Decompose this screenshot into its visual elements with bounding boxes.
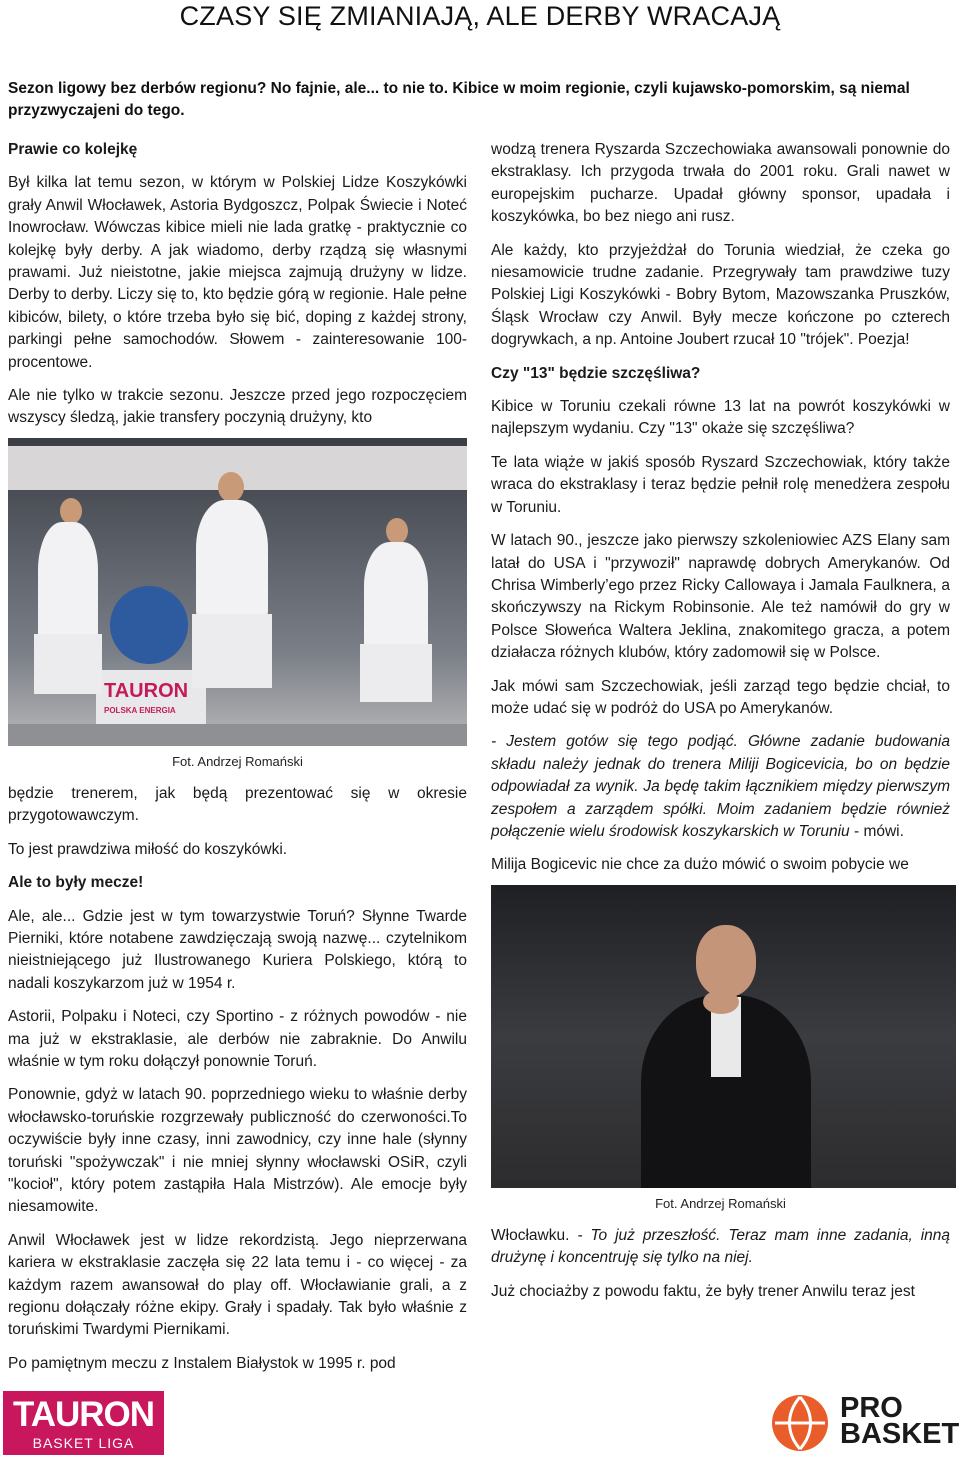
paragraph: Jak mówi sam Szczechowiak, jeśli zarząd tego będzie chciał, to może udać się w podróż do USA po Amerykanów.	[491, 677, 950, 717]
right-column	[491, 139, 950, 1314]
player-jersey	[38, 522, 98, 642]
tauron-basket-liga-logo	[3, 1391, 164, 1455]
paragraph: Był kilka lat temu sezon, w którym w Polskiej Lidze Koszykówki grały Anwil Włocławek, Astoria Bydgoszcz, Polpak Świecie i Noteć Inowrocław. Wówczas kibice mieli nie lada gratkę - praktycznie co kolejkę były derby. A jak wiadomo, derby rządzą się własnymi prawami. Już nieistotne, jakie miejsca zajmują drużyny w lidze. Derby to derby. Liczy się to, kto będzie górą w regionie. Hale pełne kibiców, bilety, o które trzeba było się bić, doping z każdej strony, parkingi pełne samochodów. Słowem - zainteresowanie 100-procentowe.	[8, 174, 467, 371]
coach-hand	[703, 990, 739, 1014]
left-column	[8, 139, 467, 1386]
quote-paragraph	[491, 731, 950, 843]
player-jersey	[364, 542, 428, 652]
paragraph: Po pamiętnym meczu z Instalem Białystok w 1995 r. pod	[8, 1354, 396, 1372]
pro-basket-logo	[768, 1392, 960, 1453]
paragraph: W latach 90., jeszcze jako pierwszy szkoleniowiec AZS Elany sam latał do USA i "przywoził" naprawdę dobrych Amerykanów. Od Chrisa Wimberly’ego przez Ricky Callowaya i Jamala Faulknera, a skończywszy na Rickym Robinsonie. Ale też namówił do gry w Polsce Słoweńca Waltera Jeklina, znakomitego gracza, a potem działacza różnych klubów, który zadomowił się w Polsce.	[491, 532, 950, 662]
photo-caption: Fot. Andrzej Romański	[655, 1195, 786, 1211]
coach-photo	[491, 885, 956, 1188]
tauron-ad-subtext: POLSKA ENERGIA	[104, 705, 176, 715]
paragraph: Astorii, Polpaku i Noteci, czy Sportino - z różnych powodów - nie ma już w ekstraklasie, ale derbów nie zabraknie. Do Anwilu właśnie w tym roku dołączył ponownie Toruń.	[8, 1008, 467, 1070]
quote-text: - To już przeszłość. Teraz mam inne zadania, inną drużynę i koncentruję się tylko na niej.	[491, 1226, 951, 1267]
paragraph: Te lata wiąże w jakiś sposób Ryszard Szczechowiak, który także wraca do ekstraklasy i teraz będzie pełnił rolę menedżera zespołu w Toruniu.	[491, 453, 950, 516]
quote-paragraph	[491, 1225, 950, 1270]
logo-line-basket: BASKET	[840, 1418, 960, 1450]
heading-ale-to-byly-mecze: Ale to były mecze!	[8, 874, 144, 892]
paragraph: Już chociażby z powodu faktu, że były trener Anwilu teraz jest	[491, 1282, 915, 1300]
quote-attribution: - mówi.	[849, 822, 904, 840]
lead-paragraph: Sezon ligowy bez derbów regionu? No fajnie, ale... to nie to. Kibice w moim regionie, czyli kujawsko-pomorskim, są niemal przyzwyczajeni do tego.	[8, 80, 910, 119]
player-shorts	[192, 614, 272, 688]
heading-czy-13-bedzie-szczesliwa: Czy "13" będzie szczęśliwa?	[491, 364, 701, 382]
paragraph: Ale każdy, kto przyjeżdżał do Torunia wiedział, że czeka go niesamowicie trudne zadanie. Przegrywały tam prawdziwe tuzy Polskiej Ligi Koszykówki - Bobry Bytom, Mazowszanka Pruszków, Śląsk Wrocław czy Anwil. Były mecze kończone po czterech dogrywkach, a np. Antoine Joubert rzucał 10 "trójek". Poezja!	[491, 241, 950, 349]
player-head	[218, 472, 244, 502]
paragraph: Kibice w Toruniu czekali równe 13 lat na powrót koszykówki w najlepszym wydaniu. Czy "13" okaże się szczęśliwa?	[491, 398, 950, 438]
quote-lead: Włocławku.	[491, 1226, 578, 1244]
court-floor	[8, 724, 467, 746]
player-head	[386, 518, 408, 544]
logo-line-pro: PRO	[840, 1392, 903, 1424]
page-title: CZASY SIĘ ZMIANIAJĄ, ALE DERBY WRACAJĄ	[179, 1, 781, 31]
tauron-ad-text: TAURON	[104, 679, 189, 702]
logo-text: TAURON	[12, 1395, 155, 1434]
logo-text	[840, 1392, 960, 1450]
tauron-advertisement	[96, 670, 206, 730]
scheidt-logo	[110, 586, 188, 664]
player-jersey	[196, 500, 268, 620]
paragraph: Anwil Włocławek jest w lidze rekordzistą. Jego nieprzerwana kariera w ekstraklasie zaczęła się 22 lata temu i - co więcej - za każdym razem awansował do play off. Włocławianie grali, a z regionu dołączały różne ekipy. Grały i spadały. Tak było właśnie z toruńskimi Twardymi Piernikami.	[8, 1231, 467, 1339]
paragraph: będzie trenerem, jak będą prezentować się w okresie przygotowawczym.	[8, 784, 467, 825]
heading-prawie-co-kolejke: Prawie co kolejkę	[8, 141, 138, 158]
basketball-players-photo	[8, 438, 467, 746]
paragraph: Ale nie tylko w trakcie sezonu. Jeszcze przed jego rozpoczęciem wszyscy śledzą, jakie transfery poczynią drużyny, kto	[8, 387, 467, 427]
player-shorts	[34, 634, 102, 694]
paragraph: wodzą trenera Ryszarda Szczechowiaka awansowali ponownie do ekstraklasy. Ich przygoda trwała do 2001 roku. Grali nawet w europejskim pucharze. Upadał główny sponsor, upadała i koszykówka, bo bez niego ani rusz.	[491, 141, 950, 226]
paragraph: To jest prawdziwa miłość do koszykówki.	[8, 840, 288, 858]
coach-head	[696, 925, 756, 997]
basketball-icon	[772, 1395, 828, 1451]
logo-subtext: BASKET LIGA	[32, 1435, 135, 1451]
photo-caption: Fot. Andrzej Romański	[172, 753, 303, 769]
quote-text: - Jestem gotów się tego podjąć. Główne zadanie budowania składu należy jednak do trenera Miliji Bogicevicia, bo on będzie odpowiadał za wynik. Ja będę takim łącznikiem między pierwszym zespołem a zarządem spółki. Moim zadaniem będzie również połączenie wielu środowisk koszykarskich w Toruniu	[491, 733, 950, 840]
paragraph: Ponownie, gdyż w latach 90. poprzedniego wieku to właśnie derby włocławsko-toruńskie rozgrzewały publiczność do czerwoności.To oczywiście były inne czasy, inni zawodnicy, czy inne hale (słynny toruński "spożywczak" i nie mniej słynny włocławski OSiR, czyli "kocioł", który potem zastąpiła Hala Mistrzów). Ale emocje były niesamowite.	[8, 1086, 467, 1216]
player-head	[60, 498, 82, 524]
paragraph: Ale, ale... Gdzie jest w tym towarzystwie Toruń? Słynne Twarde Pierniki, które notabene zawdzięczają swoją nazwę... czytelnikom nieistniejącego już Ilustrowanego Kuriera Polskiego, którą to nadali koszykarzom już w 1954 r.	[8, 907, 467, 992]
paragraph: Milija Bogicevic nie chce za dużo mówić o swoim pobycie we	[491, 856, 909, 874]
player-shorts	[360, 644, 432, 702]
